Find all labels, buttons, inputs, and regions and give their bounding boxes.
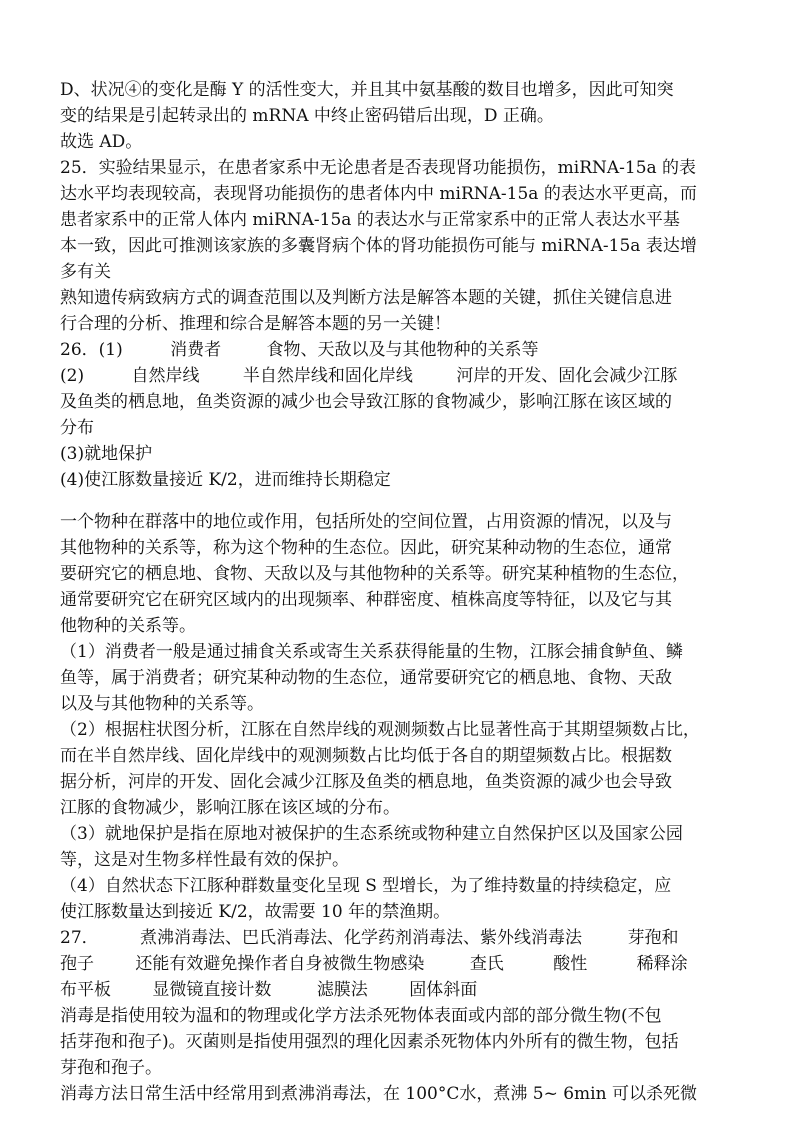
answer-blank: 芽孢和 (627, 928, 679, 948)
text-line: 他物种的关系等。 (60, 616, 196, 636)
text-line: 变的结果是引起转录出的 mRNA 中终止密码错后出现，D 正确。 (60, 106, 554, 126)
text-line: 以及与其他物种的关系等。 (60, 694, 264, 714)
answer-26-4: (4)使江豚数量接近 K/2，进而维持长期稳定 (60, 470, 391, 490)
text-line: 要研究它的栖息地、食物、天敌以及与其他物种的关系等。研究某种植物的生态位， (60, 564, 689, 584)
text-line: 据分析，河岸的开发、固化会减少江豚及鱼类的栖息地，鱼类资源的减少也会导致 (60, 772, 672, 792)
answer-blank: 消费者 (170, 340, 222, 360)
text-line: 括芽孢和孢子)。灭菌则是指使用强烈的理化因素杀死物体内外所有的微生物，包括 (60, 1032, 679, 1052)
answer-blank: 食物、天敌以及与其他物种的关系等 (266, 340, 539, 360)
text-line: 等，这是对生物多样性最有效的保护。 (60, 850, 349, 870)
text-line: 分布 (60, 418, 94, 438)
answer-number: (2) (60, 366, 85, 386)
text-line: 一个物种在群落中的地位或作用，包括所处的空间位置，占用资源的情况，以及与 (60, 512, 672, 532)
text-line: 多有关 (60, 262, 111, 282)
answer-27-3 (60, 977, 750, 1003)
text-line: （4）自然状态下江豚种群数量变化呈现 S 型增长，为了维持数量的持续稳定，应 (60, 876, 672, 896)
answer-blank: 煮沸消毒法、巴氏消毒法、化学药剂消毒法、紫外线消毒法 (140, 928, 583, 948)
answer-blank: 显微镜直接计数 (152, 980, 272, 1000)
text-line: 消毒方法日常生活中经常用到煮沸消毒法，在 100°C水，煮沸 5~ 6min 可以杀死微 (60, 1084, 697, 1104)
answer-26-2 (60, 363, 750, 389)
answer-27-2 (60, 951, 750, 977)
text-line: （2）根据柱状图分析，江豚在自然岸线的观测频数占比显著性高于其期望频数占比， (60, 720, 700, 740)
text-line: 本一致，因此可推测该家族的多囊肾病个体的肾功能损伤可能与 miRNA-15a 表达增 (60, 236, 697, 256)
text-line: 鱼等，属于消费者；研究某种动物的生态位，通常要研究它的栖息地、食物、天敌 (60, 668, 672, 688)
text-line: 芽孢和孢子。 (60, 1058, 162, 1078)
answer-number: 26．(1) (60, 340, 123, 360)
text-line: 熟知遗传病致病方式的调查范围以及判断方法是解答本题的关键，抓住关键信息进 (60, 288, 672, 308)
text-line: 及鱼类的栖息地，鱼类资源的减少也会导致江豚的食物减少，影响江豚在该区域的 (60, 392, 672, 412)
text-line: 江豚的食物减少，影响江豚在该区域的分布。 (60, 798, 400, 818)
answer-27-1 (60, 925, 750, 951)
answer-26-1 (60, 337, 750, 363)
answer-blank: 布平板 (60, 980, 111, 1000)
answer-blank: 自然岸线 (131, 366, 200, 386)
text-line: 通常要研究它在研究区域内的出现频率、种群密度、植株高度等特征，以及它与其 (60, 590, 672, 610)
text-line: 消毒是指使用较为温和的物理或化学方法杀死物体表面或内部的部分微生物(不包 (60, 1006, 662, 1026)
text-line: 行合理的分析、推理和综合是解答本题的另一关键！ (60, 314, 451, 334)
text-line: 而在半自然岸线、固化岸线中的观测频数占比均低于各自的期望频数占比。根据数 (60, 746, 672, 766)
text-line: 患者家系中的正常人体内 miRNA-15a 的表达水与正常家系中的正常人表达水平基 (60, 210, 680, 230)
answer-blank: 还能有效避免操作者自身被微生物感染 (135, 954, 425, 974)
text-line: 使江豚数量达到接近 K/2，故需要 10 年的禁渔期。 (60, 902, 451, 922)
answer-blank: 河岸的开发、固化会减少江豚 (456, 366, 678, 386)
answer-blank: 滤膜法 (316, 980, 368, 1000)
answer-blank: 固体斜面 (409, 980, 478, 1000)
text-line: 其他物种的关系等，称为这个物种的生态位。因此，研究某种动物的生态位，通常 (60, 538, 672, 558)
answer-blank: 孢子 (60, 954, 94, 974)
text-line: D、状况④的变化是酶 Y 的活性变大，并且其中氨基酸的数目也增多，因此可知突 (60, 80, 674, 100)
text-line: 达水平均表现较高，表现肾功能损伤的患者体内中 miRNA-15a 的表达水平更高，而 (60, 184, 697, 204)
answer-blank: 查氏 (469, 954, 504, 974)
text-line: 25．实验结果显示，在患者家系中无论患者是否表现肾功能损伤，miRNA-15a 的表 (60, 158, 697, 178)
text-line: 故选 AD。 (60, 132, 143, 152)
answer-blank: 半自然岸线和固化岸线 (242, 366, 413, 386)
text-line: （1）消费者一般是通过捕食关系或寄生关系获得能量的生物，江豚会捕食鲈鱼、鳞 (60, 642, 683, 662)
answer-number: 27． (60, 928, 99, 948)
answer-26-3: (3)就地保护 (60, 444, 153, 464)
answer-blank: 酸性 (553, 954, 588, 974)
answer-blank: 稀释涂 (636, 954, 688, 974)
text-line: （3）就地保护是指在原地对被保护的生态系统或物种建立自然保护区以及国家公园 (60, 824, 683, 844)
